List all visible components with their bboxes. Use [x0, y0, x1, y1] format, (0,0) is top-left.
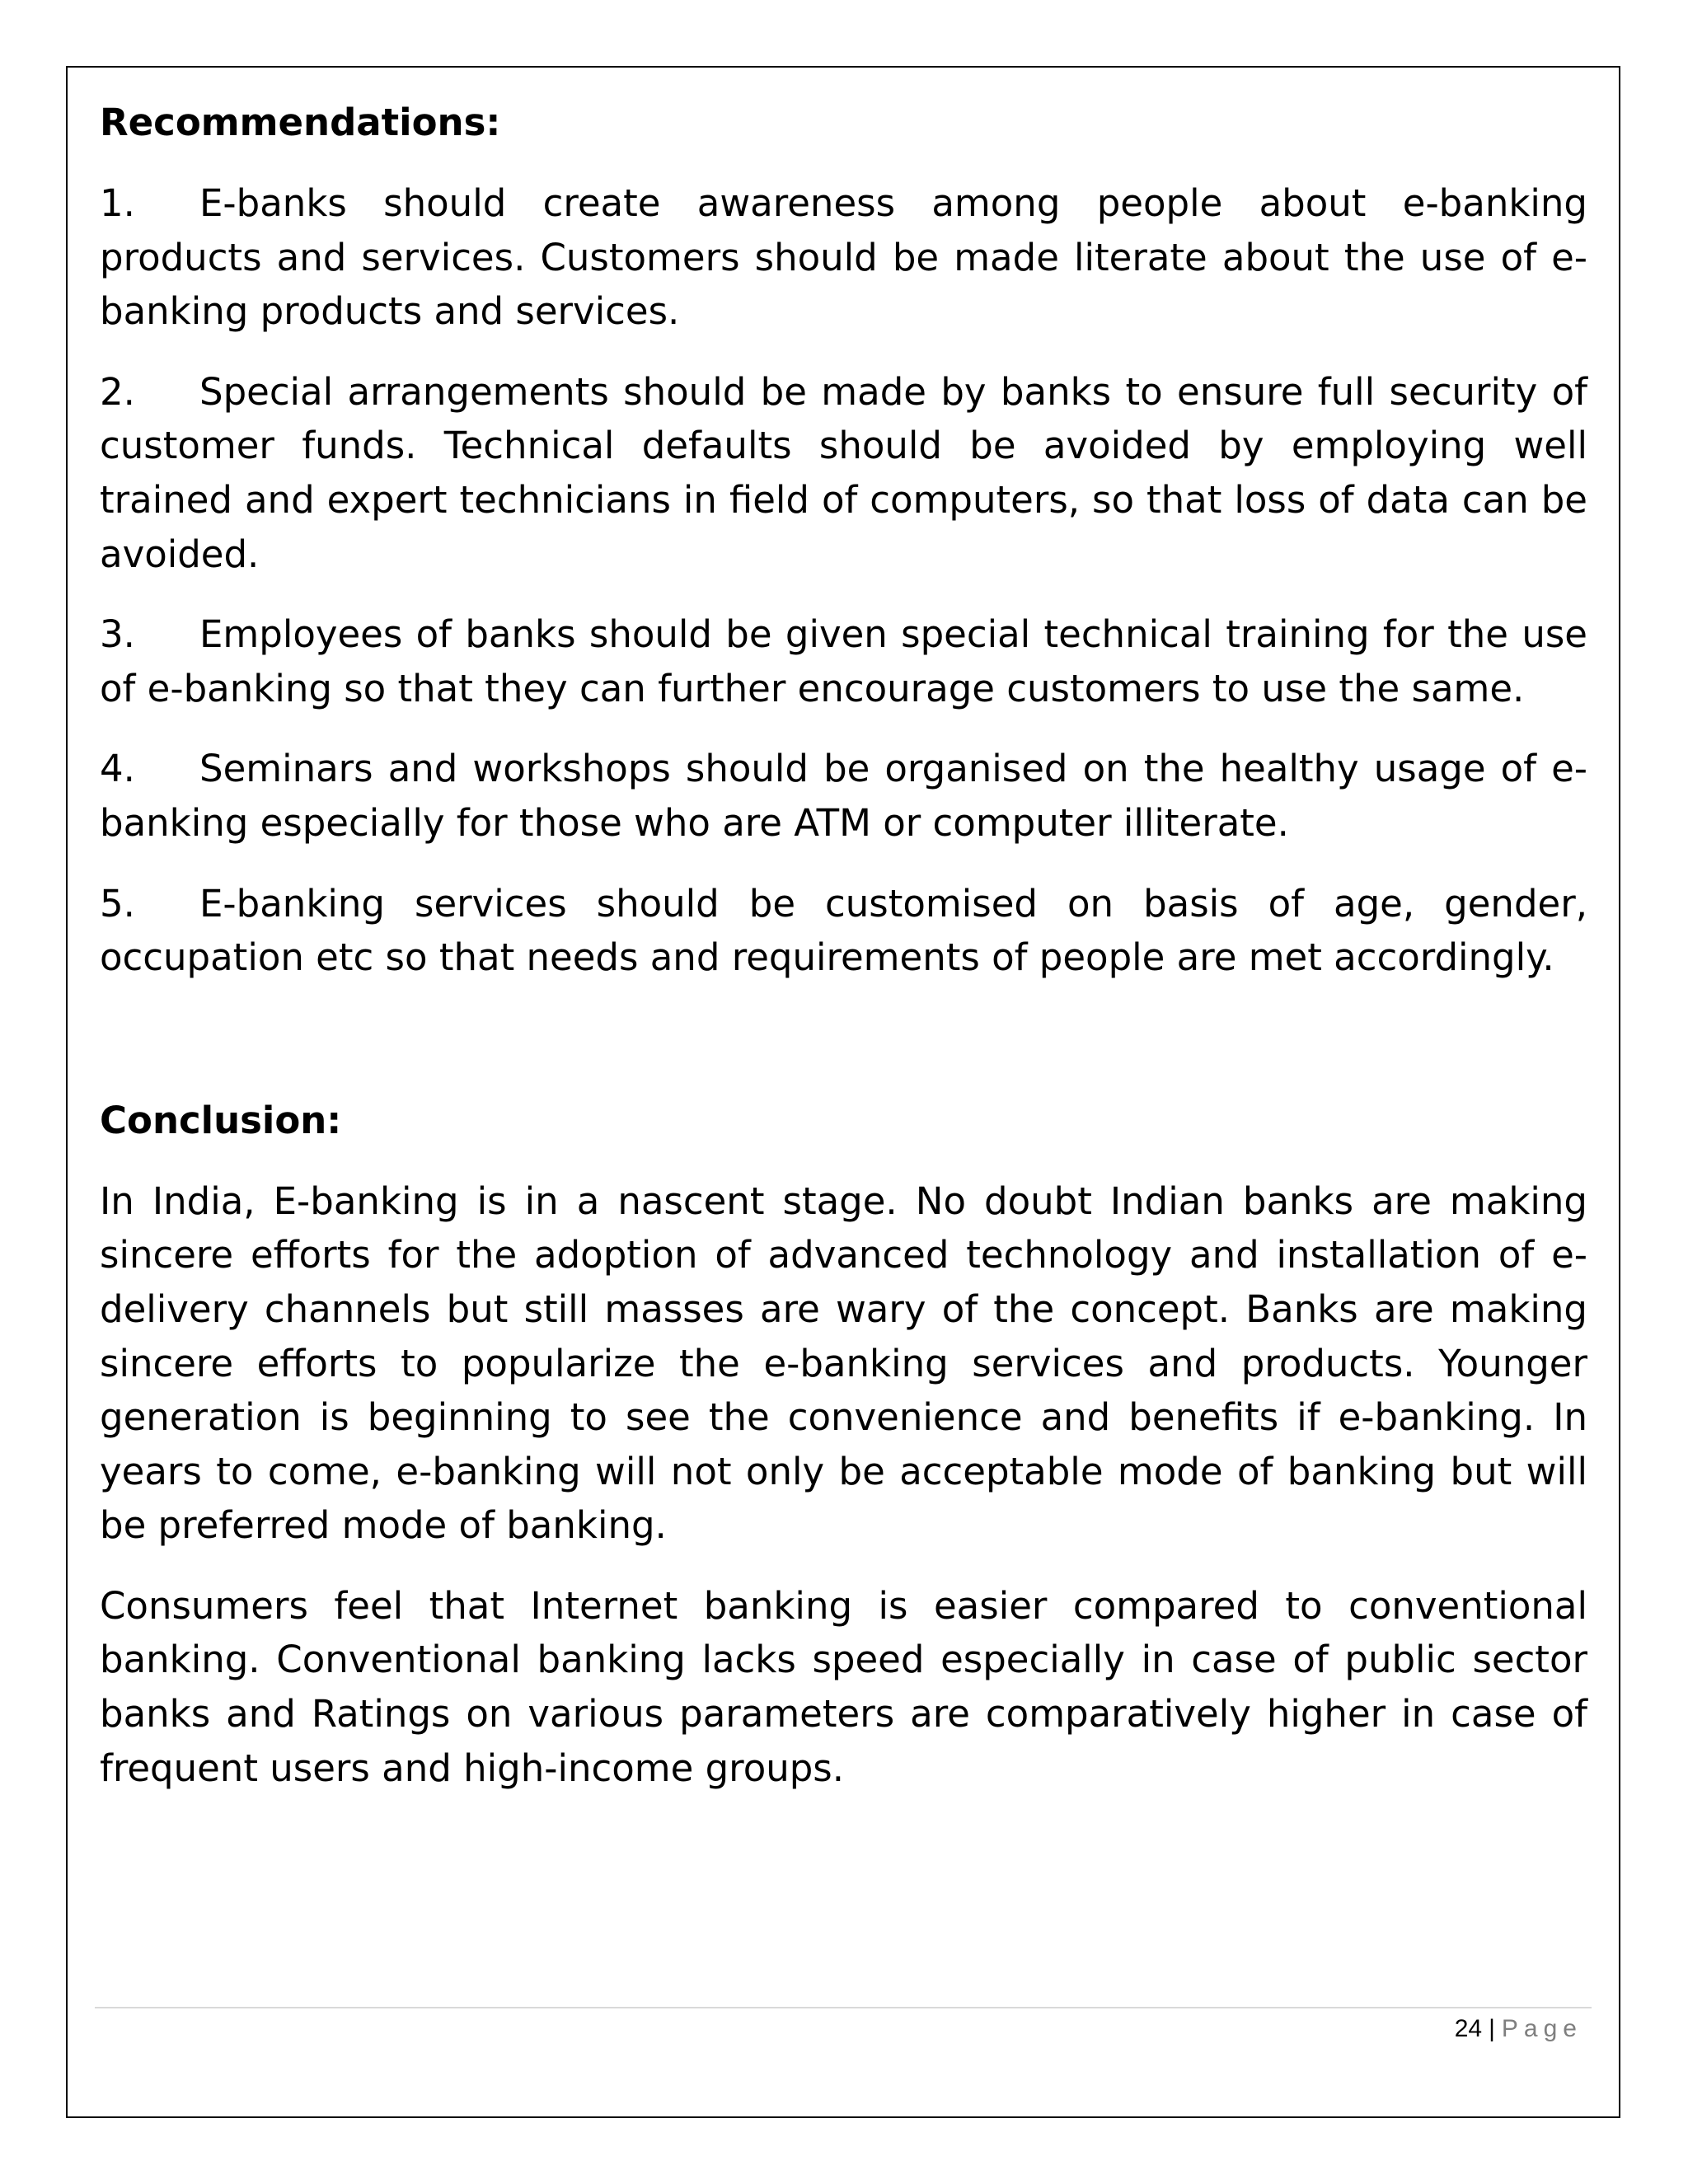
conclusion-paragraph: Consumers feel that Internet banking is easier compared to conventional banking. Conventional banking lacks speed especially in case of public sector banks and Ratings on various parameters are comparatively higher in case of frequent users and high-income groups. [100, 1583, 1587, 1790]
recommendation-number: 2. [100, 369, 135, 414]
conclusion-paragraph: In India, E-banking is in a nascent stage. No doubt Indian banks are making sincere efforts for the adoption of advanced technology and installation of e-delivery channels but still masses are wary of the concept. Banks are making sincere efforts to popularize the e-banking services and products. Younger generation is beginning to see the convenience and benefits if e-banking. In years to come, e-banking will not only be acceptable mode of banking but will be preferred mode of banking. [100, 1179, 1587, 1548]
conclusion-heading: Conclusion: [100, 1098, 342, 1142]
recommendation-item [100, 877, 1587, 985]
page-label: Page [1501, 2015, 1582, 2042]
recommendation-item [100, 176, 1587, 339]
recommendation-number: 4. [100, 747, 135, 791]
recommendation-text: E-banks should create awareness among people about e-banking products and services. Customers should be made literate about the use of e-banking products and services. [100, 181, 1587, 334]
recommendations-heading: Recommendations: [100, 101, 501, 144]
recommendation-number: 5. [100, 881, 135, 926]
page-number: 24 [1454, 2015, 1483, 2042]
recommendation-text: E-banking services should be customised on basis of age, gender, occupation etc so that needs and requirements of people are met accordingly. [100, 881, 1587, 980]
recommendation-number: 3. [100, 612, 135, 657]
page-content [100, 96, 1587, 1795]
recommendation-text: Special arrangements should be made by banks to ensure full security of customer funds. Technical defaults should be avoided by employing well trained and expert technicians in field of computers, so that loss of data can be avoided. [100, 369, 1587, 576]
footer-divider [95, 2007, 1592, 2008]
recommendation-number: 1. [100, 181, 135, 225]
recommendation-text: Seminars and workshops should be organised on the healthy usage of e-banking especially for those who are ATM or computer illiterate. [100, 747, 1587, 845]
footer-separator: | [1489, 2015, 1495, 2042]
recommendation-item [100, 742, 1587, 850]
recommendation-item [100, 607, 1587, 715]
recommendation-item [100, 365, 1587, 581]
recommendation-text: Employees of banks should be given special technical training for the use of e-banking so that they can further encourage customers to use the same. [100, 612, 1587, 710]
page-footer [1455, 2013, 1582, 2046]
